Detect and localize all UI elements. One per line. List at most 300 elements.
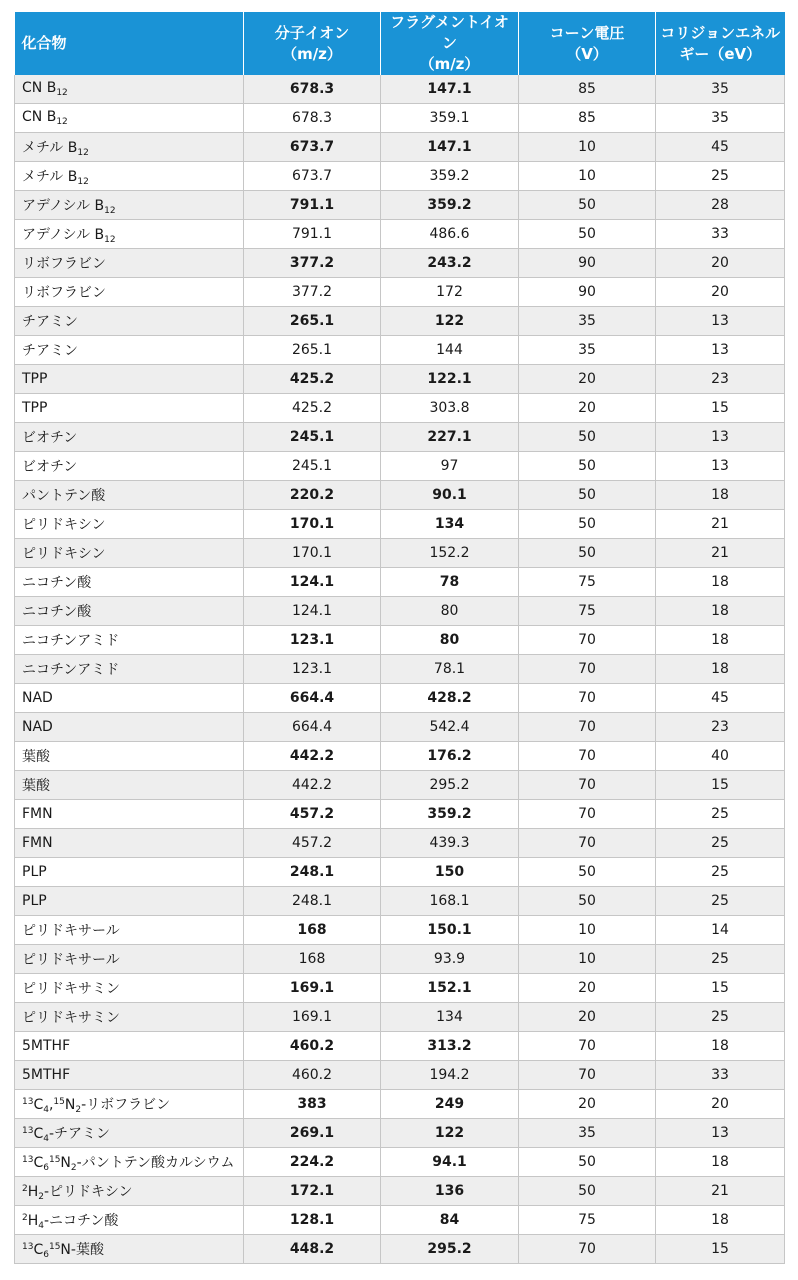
collision-energy-cell: 18	[656, 655, 785, 684]
isotope-superscript: 15	[53, 1096, 65, 1107]
compound-name: ピリドキサール	[22, 923, 120, 939]
isotope-superscript: 15	[48, 1154, 61, 1165]
compound-cell	[15, 162, 244, 191]
header-fragment-ion	[381, 12, 519, 75]
molecular-ion-cell: 224.2	[244, 1148, 381, 1177]
fragment-ion-cell: 486.6	[381, 220, 519, 249]
table-row	[15, 713, 785, 742]
compound-cell	[15, 1177, 244, 1206]
table-row	[15, 945, 785, 974]
compound-name: 葉酸	[22, 749, 50, 765]
cone-voltage-cell: 10	[519, 133, 656, 162]
cone-voltage-cell: 70	[519, 1235, 656, 1264]
cone-voltage-cell: 90	[519, 249, 656, 278]
compound-subscript: 12	[77, 147, 89, 158]
compound-name: ニコチン酸	[22, 575, 92, 591]
fragment-ion-cell: 227.1	[381, 423, 519, 452]
cone-voltage-cell: 75	[519, 1206, 656, 1235]
compound-cell	[15, 539, 244, 568]
isotope-superscript: 2	[22, 1212, 28, 1223]
compound-name-part: H	[27, 1212, 39, 1229]
count-subscript: 4	[38, 1220, 44, 1231]
compound-name-part: H	[27, 1183, 39, 1200]
compound-cell	[15, 916, 244, 945]
cone-voltage-cell: 50	[519, 481, 656, 510]
table-row	[15, 684, 785, 713]
compound-name: ビオチン	[22, 430, 78, 446]
compound-name: ニコチン酸	[22, 604, 92, 620]
compound-cell	[15, 1148, 244, 1177]
table-row	[15, 1177, 785, 1206]
isotope-superscript: 2	[22, 1183, 28, 1194]
compound-name: CN B	[22, 109, 57, 125]
count-subscript: 6	[43, 1249, 49, 1260]
fragment-ion-cell: 93.9	[381, 945, 519, 974]
compound-name: メチル B	[22, 168, 78, 185]
fragment-ion-cell: 194.2	[381, 1061, 519, 1090]
fragment-ion-cell: 172	[381, 278, 519, 307]
collision-energy-cell: 25	[656, 887, 785, 916]
molecular-ion-cell: 460.2	[244, 1061, 381, 1090]
header-collision-energy-label-2: ギー（eV）	[679, 44, 762, 63]
molecular-ion-cell: 673.7	[244, 133, 381, 162]
cone-voltage-cell: 50	[519, 539, 656, 568]
fragment-ion-cell: 152.1	[381, 974, 519, 1003]
molecular-ion-cell: 383	[244, 1090, 381, 1119]
collision-energy-cell: 13	[656, 423, 785, 452]
molecular-ion-cell: 377.2	[244, 249, 381, 278]
collision-energy-cell: 13	[656, 1119, 785, 1148]
fragment-ion-cell: 295.2	[381, 771, 519, 800]
cone-voltage-cell: 50	[519, 220, 656, 249]
header-fragment-ion-label: フラグメントイオン	[390, 13, 509, 52]
cone-voltage-cell: 10	[519, 162, 656, 191]
cone-voltage-cell: 85	[519, 75, 656, 104]
compound-name: アデノシル B	[22, 226, 105, 243]
compound-name: PLP	[22, 893, 47, 909]
molecular-ion-cell: 425.2	[244, 394, 381, 423]
compound-name: ビオチン	[22, 459, 78, 475]
compound-cell	[15, 75, 244, 104]
collision-energy-cell: 14	[656, 916, 785, 945]
compound-name: 葉酸	[22, 778, 50, 794]
cone-voltage-cell: 35	[519, 1119, 656, 1148]
compound-name-part: N	[64, 1096, 76, 1113]
cone-voltage-cell: 75	[519, 597, 656, 626]
collision-energy-cell: 25	[656, 829, 785, 858]
count-subscript: 4	[43, 1133, 49, 1144]
compound-cell	[15, 249, 244, 278]
table-row	[15, 974, 785, 1003]
compound-cell	[15, 394, 244, 423]
table-row	[15, 1061, 785, 1090]
compound-name-part: C	[33, 1125, 44, 1142]
fragment-ion-cell: 243.2	[381, 249, 519, 278]
compound-name: ピリドキサミン	[22, 1010, 120, 1026]
header-cone-voltage-label: コーン電圧	[549, 23, 625, 42]
compound-subscript: 12	[56, 88, 68, 98]
fragment-ion-cell: 359.2	[381, 800, 519, 829]
collision-energy-cell: 13	[656, 307, 785, 336]
collision-energy-cell: 18	[656, 1032, 785, 1061]
table-row	[15, 452, 785, 481]
cone-voltage-cell: 50	[519, 423, 656, 452]
header-fragment-ion-unit: （m/z）	[419, 55, 480, 73]
molecular-ion-cell: 245.1	[244, 423, 381, 452]
molecular-ion-cell: 377.2	[244, 278, 381, 307]
molecular-ion-cell: 128.1	[244, 1206, 381, 1235]
table-row	[15, 162, 785, 191]
compound-cell	[15, 1003, 244, 1032]
cone-voltage-cell: 20	[519, 365, 656, 394]
fragment-ion-cell: 152.2	[381, 539, 519, 568]
compound-cell	[15, 713, 244, 742]
fragment-ion-cell: 359.1	[381, 104, 519, 133]
table-row	[15, 887, 785, 916]
molecular-ion-cell: 169.1	[244, 1003, 381, 1032]
fragment-ion-cell: 150	[381, 858, 519, 887]
compound-name: CN B	[22, 80, 57, 96]
collision-energy-cell: 18	[656, 1206, 785, 1235]
cone-voltage-cell: 35	[519, 336, 656, 365]
collision-energy-cell: 18	[656, 1148, 785, 1177]
cone-voltage-cell: 50	[519, 1148, 656, 1177]
table-row	[15, 742, 785, 771]
cone-voltage-cell: 70	[519, 655, 656, 684]
molecular-ion-cell: 123.1	[244, 626, 381, 655]
molecular-ion-cell: 124.1	[244, 568, 381, 597]
collision-energy-cell: 35	[656, 104, 785, 133]
collision-energy-cell: 15	[656, 394, 785, 423]
table-row	[15, 568, 785, 597]
cone-voltage-cell: 70	[519, 713, 656, 742]
compound-cell	[15, 1090, 244, 1119]
cone-voltage-cell: 50	[519, 887, 656, 916]
isotope-superscript: 13	[22, 1241, 34, 1252]
collision-energy-cell: 18	[656, 568, 785, 597]
molecular-ion-cell: 245.1	[244, 452, 381, 481]
collision-energy-cell: 15	[656, 771, 785, 800]
fragment-ion-cell: 542.4	[381, 713, 519, 742]
fragment-ion-cell: 439.3	[381, 829, 519, 858]
collision-energy-cell: 25	[656, 1003, 785, 1032]
compound-cell	[15, 626, 244, 655]
molecular-ion-cell: 448.2	[244, 1235, 381, 1264]
compound-name: ピリドキシン	[22, 546, 106, 562]
table-row	[15, 1148, 785, 1177]
table-row	[15, 336, 785, 365]
compound-name: リボフラビン	[22, 256, 106, 272]
isotope-superscript: 13	[22, 1096, 34, 1107]
table-row	[15, 1235, 785, 1264]
header-compound-label: 化合物	[21, 34, 67, 52]
isotope-superscript: 15	[48, 1241, 61, 1252]
table-row	[15, 133, 785, 162]
table-row	[15, 249, 785, 278]
molecular-ion-cell: 673.7	[244, 162, 381, 191]
cone-voltage-cell: 50	[519, 858, 656, 887]
compound-name: チアミン	[22, 343, 78, 359]
collision-energy-cell: 20	[656, 249, 785, 278]
molecular-ion-cell: 265.1	[244, 336, 381, 365]
compound-cell	[15, 597, 244, 626]
cone-voltage-cell: 50	[519, 510, 656, 539]
table-row	[15, 655, 785, 684]
compound-cell	[15, 1206, 244, 1235]
collision-energy-cell: 18	[656, 481, 785, 510]
table-row	[15, 1032, 785, 1061]
fragment-ion-cell: 150.1	[381, 916, 519, 945]
compound-name-part: N-葉酸	[60, 1241, 104, 1258]
count-subscript: 2	[75, 1104, 82, 1115]
cone-voltage-cell: 70	[519, 829, 656, 858]
fragment-ion-cell: 136	[381, 1177, 519, 1206]
collision-energy-cell: 20	[656, 278, 785, 307]
collision-energy-cell: 28	[656, 191, 785, 220]
compound-cell	[15, 452, 244, 481]
fragment-ion-cell: 144	[381, 336, 519, 365]
molecular-ion-cell: 220.2	[244, 481, 381, 510]
table-row	[15, 1206, 785, 1235]
cone-voltage-cell: 70	[519, 742, 656, 771]
molecular-ion-cell: 170.1	[244, 539, 381, 568]
cone-voltage-cell: 50	[519, 1177, 656, 1206]
header-collision-energy	[656, 12, 785, 75]
compound-name-part: -ピリドキシン	[44, 1183, 133, 1200]
compound-name-part: N	[60, 1154, 71, 1171]
table-row	[15, 104, 785, 133]
count-subscript: 2	[38, 1191, 44, 1202]
cone-voltage-cell: 20	[519, 974, 656, 1003]
table-row	[15, 75, 785, 104]
collision-energy-cell: 25	[656, 858, 785, 887]
fragment-ion-cell: 94.1	[381, 1148, 519, 1177]
compound-name: NAD	[22, 719, 53, 735]
compound-name-part: C	[33, 1154, 44, 1171]
header-cone-voltage-unit: （V）	[566, 44, 608, 63]
cone-voltage-cell: 50	[519, 191, 656, 220]
cone-voltage-cell: 20	[519, 1090, 656, 1119]
compound-name: ピリドキサミン	[22, 981, 120, 997]
compound-name-part: -パントテン酸カルシウム	[76, 1154, 235, 1171]
fragment-ion-cell: 295.2	[381, 1235, 519, 1264]
molecular-ion-cell: 123.1	[244, 655, 381, 684]
cone-voltage-cell: 70	[519, 771, 656, 800]
compound-cell	[15, 278, 244, 307]
collision-energy-cell: 23	[656, 713, 785, 742]
molecular-ion-cell: 169.1	[244, 974, 381, 1003]
molecular-ion-cell: 248.1	[244, 858, 381, 887]
collision-energy-cell: 15	[656, 974, 785, 1003]
compound-name: メチル B	[22, 139, 78, 156]
molecular-ion-cell: 460.2	[244, 1032, 381, 1061]
molecular-ion-cell: 791.1	[244, 191, 381, 220]
collision-energy-cell: 45	[656, 133, 785, 162]
isotope-superscript: 13	[22, 1125, 34, 1136]
compound-name: TPP	[22, 371, 48, 387]
compound-cell	[15, 945, 244, 974]
fragment-ion-cell: 97	[381, 452, 519, 481]
cone-voltage-cell: 20	[519, 394, 656, 423]
compound-cell	[15, 742, 244, 771]
fragment-ion-cell: 84	[381, 1206, 519, 1235]
count-subscript: 4	[43, 1104, 49, 1115]
compound-cell	[15, 1032, 244, 1061]
collision-energy-cell: 25	[656, 162, 785, 191]
collision-energy-cell: 40	[656, 742, 785, 771]
compound-name: TPP	[22, 400, 48, 416]
collision-energy-cell: 21	[656, 510, 785, 539]
compound-subscript: 12	[104, 234, 116, 245]
compound-name: ニコチンアミド	[22, 662, 120, 678]
compound-name-part: -リボフラビン	[81, 1096, 171, 1113]
fragment-ion-cell: 147.1	[381, 133, 519, 162]
compound-name: NAD	[22, 690, 53, 706]
compound-subscript: 12	[104, 205, 116, 216]
collision-energy-cell: 13	[656, 452, 785, 481]
compound-cell	[15, 307, 244, 336]
collision-energy-cell: 25	[656, 945, 785, 974]
collision-energy-cell: 23	[656, 365, 785, 394]
compound-cell	[15, 568, 244, 597]
compound-cell	[15, 220, 244, 249]
compound-name-part: C	[33, 1096, 44, 1113]
compound-name: ピリドキサール	[22, 952, 120, 968]
table-row	[15, 829, 785, 858]
table-row	[15, 191, 785, 220]
mrm-parameter-table	[14, 12, 785, 1264]
table-body	[15, 75, 785, 1264]
compound-cell	[15, 684, 244, 713]
table-row	[15, 916, 785, 945]
molecular-ion-cell: 425.2	[244, 365, 381, 394]
molecular-ion-cell: 168	[244, 916, 381, 945]
molecular-ion-cell: 664.4	[244, 713, 381, 742]
count-subscript: 2	[70, 1162, 77, 1173]
collision-energy-cell: 21	[656, 1177, 785, 1206]
collision-energy-cell: 35	[656, 75, 785, 104]
molecular-ion-cell: 678.3	[244, 75, 381, 104]
compound-name-part: ,	[48, 1096, 54, 1113]
table-row	[15, 481, 785, 510]
table-row	[15, 858, 785, 887]
compound-cell	[15, 655, 244, 684]
fragment-ion-cell: 359.2	[381, 191, 519, 220]
table-row	[15, 1119, 785, 1148]
fragment-ion-cell: 122	[381, 1119, 519, 1148]
molecular-ion-cell: 168	[244, 945, 381, 974]
compound-name: FMN	[22, 806, 53, 822]
cone-voltage-cell: 70	[519, 1032, 656, 1061]
compound-subscript: 12	[77, 176, 89, 187]
compound-cell	[15, 1235, 244, 1264]
collision-energy-cell: 15	[656, 1235, 785, 1264]
fragment-ion-cell: 303.8	[381, 394, 519, 423]
header-collision-energy-label: コリジョンエネル	[660, 23, 781, 42]
table-row	[15, 423, 785, 452]
header-compound	[15, 12, 244, 75]
collision-energy-cell: 33	[656, 220, 785, 249]
table-row	[15, 771, 785, 800]
cone-voltage-cell: 35	[519, 307, 656, 336]
header-molecular-ion	[244, 12, 381, 75]
cone-voltage-cell: 70	[519, 800, 656, 829]
compound-cell	[15, 481, 244, 510]
compound-cell	[15, 365, 244, 394]
compound-name: 5MTHF	[22, 1038, 71, 1054]
table-row	[15, 365, 785, 394]
compound-cell	[15, 336, 244, 365]
table-row	[15, 1090, 785, 1119]
compound-cell	[15, 1061, 244, 1090]
collision-energy-cell: 21	[656, 539, 785, 568]
isotope-superscript: 13	[22, 1154, 34, 1165]
table-row	[15, 597, 785, 626]
fragment-ion-cell: 168.1	[381, 887, 519, 916]
compound-name: パントテン酸	[22, 488, 106, 504]
compound-cell	[15, 133, 244, 162]
compound-cell	[15, 829, 244, 858]
compound-name-part: C	[33, 1241, 44, 1258]
header-molecular-ion-label: 分子イオン	[274, 23, 350, 42]
molecular-ion-cell: 442.2	[244, 742, 381, 771]
fragment-ion-cell: 78.1	[381, 655, 519, 684]
fragment-ion-cell: 428.2	[381, 684, 519, 713]
compound-name: ピリドキシン	[22, 517, 106, 533]
fragment-ion-cell: 78	[381, 568, 519, 597]
cone-voltage-cell: 70	[519, 626, 656, 655]
compound-cell	[15, 191, 244, 220]
compound-cell	[15, 858, 244, 887]
compound-name: FMN	[22, 835, 53, 851]
fragment-ion-cell: 80	[381, 597, 519, 626]
molecular-ion-cell: 791.1	[244, 220, 381, 249]
fragment-ion-cell: 134	[381, 510, 519, 539]
table-row	[15, 220, 785, 249]
compound-name-part: -チアミン	[48, 1125, 111, 1142]
table-row	[15, 1003, 785, 1032]
table-header-row	[15, 12, 785, 75]
compound-cell	[15, 510, 244, 539]
cone-voltage-cell: 10	[519, 945, 656, 974]
count-subscript: 6	[43, 1162, 49, 1173]
compound-name: PLP	[22, 864, 47, 880]
cone-voltage-cell: 70	[519, 684, 656, 713]
compound-name: 5MTHF	[22, 1067, 71, 1083]
compound-cell	[15, 974, 244, 1003]
header-cone-voltage	[519, 12, 656, 75]
compound-name: チアミン	[22, 314, 78, 330]
table-row	[15, 626, 785, 655]
fragment-ion-cell: 122	[381, 307, 519, 336]
collision-energy-cell: 18	[656, 626, 785, 655]
table-row	[15, 800, 785, 829]
fragment-ion-cell: 90.1	[381, 481, 519, 510]
table-row	[15, 307, 785, 336]
collision-energy-cell: 20	[656, 1090, 785, 1119]
compound-cell	[15, 423, 244, 452]
cone-voltage-cell: 20	[519, 1003, 656, 1032]
table-row	[15, 510, 785, 539]
compound-cell	[15, 887, 244, 916]
molecular-ion-cell: 265.1	[244, 307, 381, 336]
compound-cell	[15, 771, 244, 800]
compound-name: アデノシル B	[22, 197, 105, 214]
molecular-ion-cell: 678.3	[244, 104, 381, 133]
compound-subscript: 12	[56, 117, 68, 127]
molecular-ion-cell: 457.2	[244, 829, 381, 858]
molecular-ion-cell: 269.1	[244, 1119, 381, 1148]
